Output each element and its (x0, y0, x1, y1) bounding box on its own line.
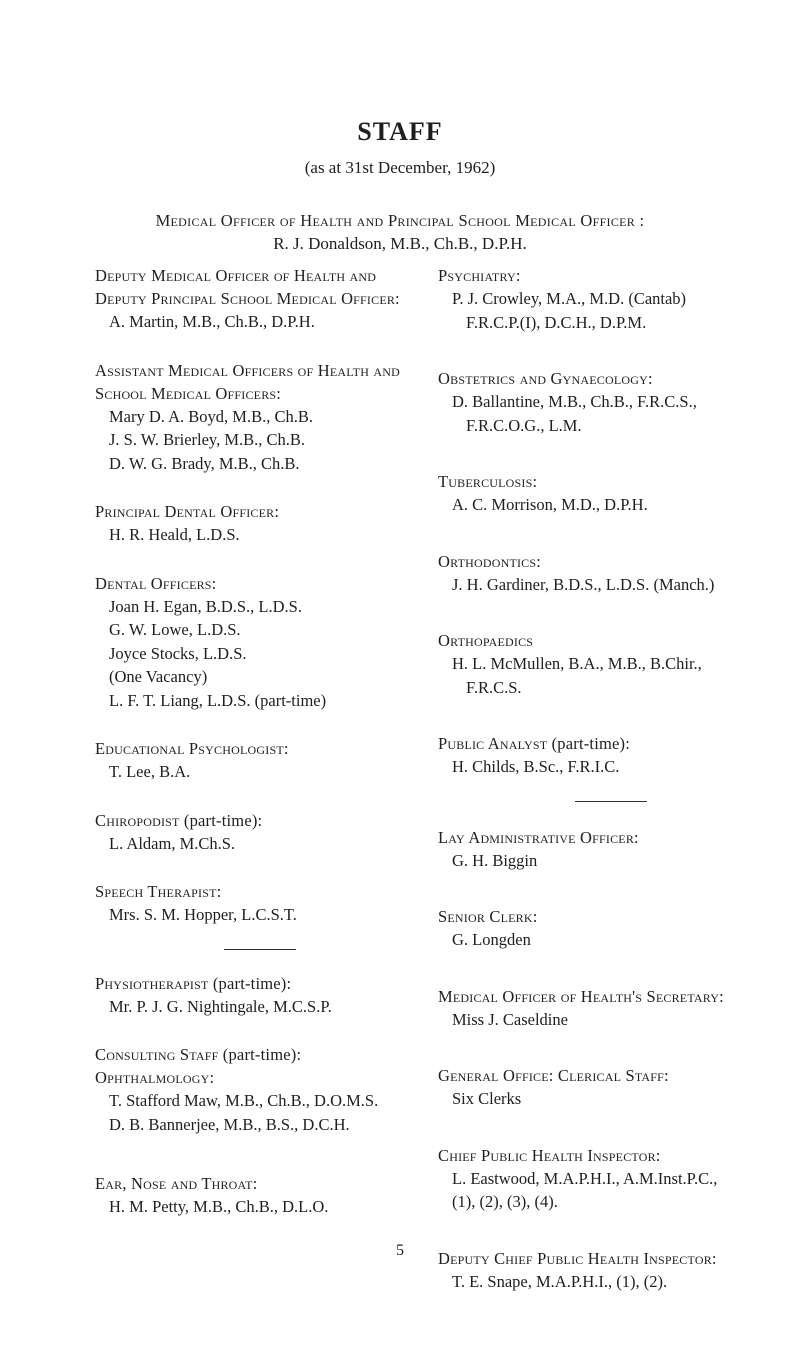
section-heading: Deputy Medical Officer of Health and (95, 266, 377, 285)
staff-name: A. Martin, M.B., Ch.B., D.P.H. (109, 312, 315, 331)
section-heading: Deputy Principal School Medical Officer: (95, 289, 400, 308)
section-heading: Obstetrics and Gynaecology: (438, 369, 653, 388)
section-obstetrics (438, 367, 783, 437)
section-general-office (438, 1064, 783, 1111)
section-heading: Tuberculosis: (438, 472, 538, 491)
section-heading: School Medical Officers: (95, 383, 282, 403)
section-physio (95, 972, 425, 1019)
section-heading: Educational Psychologist: (95, 739, 289, 758)
page-title: STAFF (357, 117, 443, 146)
section-heading: General Office: Clerical Staff: (438, 1066, 669, 1085)
section-psychiatry (438, 264, 783, 334)
section-speech (95, 880, 425, 927)
staff-qualifications: F.R.C.O.G., L.M. (466, 415, 582, 435)
section-secretary (438, 985, 783, 1032)
heading-text: Chiropodist (95, 810, 180, 830)
staff-name: H. R. Heald, L.D.S. (109, 525, 240, 544)
divider-wrap (95, 949, 425, 950)
staff-name: T. E. Snape, M.A.P.H.I., (1), (2). (452, 1271, 668, 1291)
staff-name: P. J. Crowley, M.A., M.D. (Cantab) (452, 289, 687, 308)
staff-name: Joan H. Egan, B.D.S., L.D.S. (109, 596, 302, 616)
section-heading (95, 1043, 425, 1066)
staff-name: Six Clerks (452, 1089, 522, 1108)
section-heading (438, 732, 783, 755)
section-heading: Assistant Medical Officers of Health and (95, 360, 400, 380)
section-senior-clerk (438, 905, 783, 952)
staff-qualifications: (1), (2), (3), (4). (452, 1192, 558, 1211)
staff-name: H. L. McMullen, B.A., M.B., B.Chir., (452, 654, 702, 673)
staff-name: T. Stafford Maw, M.B., Ch.B., D.O.M.S. (109, 1091, 379, 1110)
staff-name: G. W. Lowe, L.D.S. (109, 620, 241, 639)
section-heading: Dental Officers: (95, 573, 217, 593)
section-consulting (95, 1043, 425, 1136)
staff-name: H. Childs, B.Sc., F.R.I.C. (452, 757, 620, 776)
heading-note: (part-time): (218, 1045, 302, 1064)
staff-name: Mr. P. J. G. Nightingale, M.C.S.P. (109, 996, 332, 1016)
heading-text: Consulting Staff (95, 1045, 219, 1064)
staff-qualifications: F.R.C.P.(I), D.C.H., D.P.M. (466, 312, 647, 332)
section-heading (95, 809, 425, 832)
section-heading: Lay Administrative Officer: (438, 827, 639, 847)
heading-note: (part-time): (208, 973, 292, 993)
section-heading: Orthopaedics (438, 631, 534, 650)
section-heading: Senior Clerk: (438, 907, 538, 926)
staff-name: J. S. W. Brierley, M.B., Ch.B. (109, 430, 306, 449)
divider (224, 949, 296, 950)
divider-wrap (438, 801, 783, 802)
right-column (438, 264, 783, 1293)
section-analyst (438, 732, 783, 779)
staff-name: H. M. Petty, M.B., Ch.B., D.L.O. (109, 1197, 329, 1216)
staff-name: D. W. G. Brady, M.B., Ch.B. (109, 453, 300, 473)
staff-name: Joyce Stocks, L.D.S. (109, 643, 247, 663)
section-tuberculosis (438, 470, 783, 517)
moh-name: R. J. Donaldson, M.B., Ch.B., D.P.H. (273, 234, 527, 253)
section-ent (95, 1172, 425, 1219)
staff-name: Miss J. Caseldine (452, 1009, 568, 1029)
section-orthodontics (438, 550, 783, 597)
section-dental (95, 572, 425, 713)
staff-name: D. Ballantine, M.B., Ch.B., F.R.C.S., (452, 392, 697, 411)
section-lay-admin (438, 826, 783, 873)
section-principal-dental (95, 500, 425, 547)
section-psychologist (95, 737, 425, 784)
page-subtitle: (as at 31st December, 1962) (304, 158, 496, 177)
staff-name: Mary D. A. Boyd, M.B., Ch.B. (109, 406, 313, 426)
staff-name: L. Aldam, M.Ch.S. (109, 833, 236, 853)
section-heading: Speech Therapist: (95, 882, 222, 901)
heading-text: Public Analyst (438, 734, 548, 753)
staff-name: L. F. T. Liang, L.D.S. (part-time) (109, 690, 327, 710)
staff-name: Mrs. S. M. Hopper, L.C.S.T. (109, 905, 297, 924)
staff-name: D. B. Bannerjee, M.B., B.S., D.C.H. (109, 1114, 350, 1134)
section-heading: Orthodontics: (438, 551, 542, 571)
section-heading: Medical Officer of Health's Secretary: (438, 986, 724, 1006)
section-heading (95, 972, 425, 995)
section-heading: Ear, Nose and Throat: (95, 1174, 258, 1193)
staff-name: L. Eastwood, M.A.P.H.I., A.M.Inst.P.C., (452, 1168, 718, 1188)
section-orthopaedics (438, 629, 783, 699)
section-heading: Psychiatry: (438, 266, 521, 285)
section-heading: Deputy Chief Public Health Inspector: (438, 1248, 717, 1268)
section-subheading: Ophthalmology: (95, 1068, 215, 1087)
left-column (95, 264, 425, 1219)
section-chiropodist (95, 809, 425, 856)
heading-note: (part-time): (179, 810, 263, 830)
moh-heading: Medical Officer of Health and Principal School Medical Officer : (155, 211, 645, 230)
heading-text: Physiotherapist (95, 973, 209, 993)
heading-note: (part-time): (547, 734, 631, 753)
section-assistant (95, 359, 425, 476)
staff-name: (One Vacancy) (109, 667, 208, 686)
section-chief-phi (438, 1144, 783, 1214)
staff-name: G. H. Biggin (452, 850, 538, 870)
staff-name: J. H. Gardiner, B.D.S., L.D.S. (Manch.) (452, 574, 715, 594)
staff-name: T. Lee, B.A. (109, 762, 191, 781)
section-heading: Chief Public Health Inspector: (438, 1145, 661, 1165)
staff-qualifications: F.R.C.S. (466, 677, 522, 697)
divider (575, 801, 647, 802)
section-deputy (95, 264, 425, 334)
staff-name: G. Longden (452, 930, 531, 949)
section-heading: Principal Dental Officer: (95, 502, 280, 521)
page-number: 5 (396, 1242, 404, 1259)
staff-name: A. C. Morrison, M.D., D.P.H. (452, 495, 648, 514)
